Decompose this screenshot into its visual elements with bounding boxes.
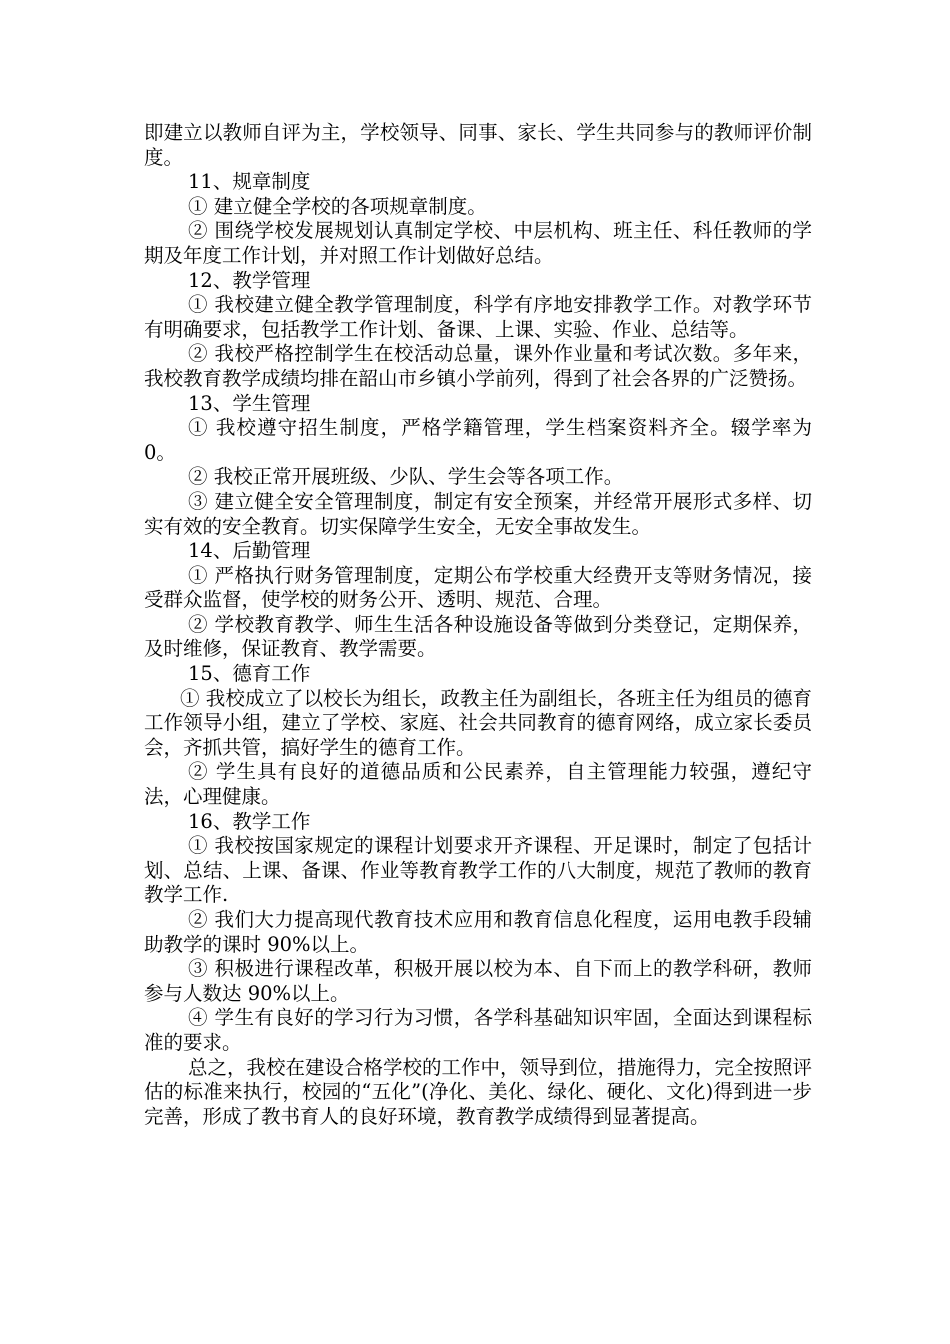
list-item: ② 学校教育教学、师生生活各种设施设备等做到分类登记，定期保养，及时维修，保证教育、教学需要。 [144,612,812,661]
list-item: ④ 学生有良好的学习行为习惯，各学科基础知识牢固，全面达到课程标准的要求。 [144,1006,812,1054]
list-item: ③ 积极进行课程改革，积极开展以校为本、自下而上的教学科研，教师参与人数达 90%以上。 [144,957,812,1005]
list-item: ① 严格执行财务管理制度，定期公布学校重大经费开支等财务情况，接受群众监督，使学校的财务公开、透明、规范、合理。 [144,563,812,612]
section-heading-logistics: 14、后勤管理 [188,539,311,563]
section-heading-teaching-work: 16、教学工作 [188,809,311,833]
list-item: ② 我校正常开展班级、少队、学生会等各项工作。 [188,465,624,489]
paragraph-continuation: 即建立以教师自评为主，学校领导、同事、家长、学生共同参与的教师评价制度。 [144,121,812,169]
list-item: ① 我校建立健全教学管理制度，科学有序地安排教学工作。对教学环节有明确要求，包括教学工作计划、备课、上课、实验、作业、总结等。 [144,293,812,341]
list-item: ② 我们大力提高现代教育技术应用和教育信息化程度，运用电教手段辅助教学的课时 90%以上。 [144,908,812,956]
list-item: ① 我校遵守招生制度，严格学籍管理，学生档案资料齐全。辍学率为 0。 [144,416,812,464]
section-heading-moral-education: 15、德育工作 [188,662,311,686]
list-item: ① 我校按国家规定的课程计划要求开齐课程、开足课时，制定了包括计划、总结、上课、备课、作业等教育教学工作的八大制度，规范了教师的教育教学工作. [144,834,812,907]
list-item: ② 学生具有良好的道德品质和公民素养，自主管理能力较强，遵纪守法，心理健康。 [144,760,812,809]
list-item: ② 我校严格控制学生在校活动总量，课外作业量和考试次数。多年来，我校教育教学成绩均排在韶山市乡镇小学前列，得到了社会各界的广泛赞扬。 [144,342,812,390]
list-item: ③ 建立健全安全管理制度，制定有安全预案，并经常开展形式多样、切实有效的安全教育。切实保障学生安全，无安全事故发生。 [144,489,812,538]
list-item: ① 我校成立了以校长为组长，政教主任为副组长，各班主任为组员的德育工作领导小组，建立了学校、家庭、社会共同教育的德育网络，成立家长委员会，齐抓共管，搞好学生的德育工作。 [144,686,812,759]
summary-paragraph: 总之，我校在建设合格学校的工作中，领导到位，措施得力，完全按照评估的标准来执行，校园的“五化”(净化、美化、绿化、硬化、文化)得到进一步完善，形成了教书育人的良好环境，教育教学成绩得到显著提高。 [144,1055,813,1128]
document-page [144,121,812,1129]
list-item: ① 建立健全学校的各项规章制度。 [188,194,487,218]
section-heading-rules: 11、规章制度 [188,170,311,194]
list-item: ② 围绕学校发展规划认真制定学校、中层机构、班主任、科任教师的学期及年度工作计划，并对照工作计划做好总结。 [144,219,812,267]
section-heading-teaching-management: 12、教学管理 [188,268,311,292]
section-heading-student-management: 13、学生管理 [188,391,311,415]
